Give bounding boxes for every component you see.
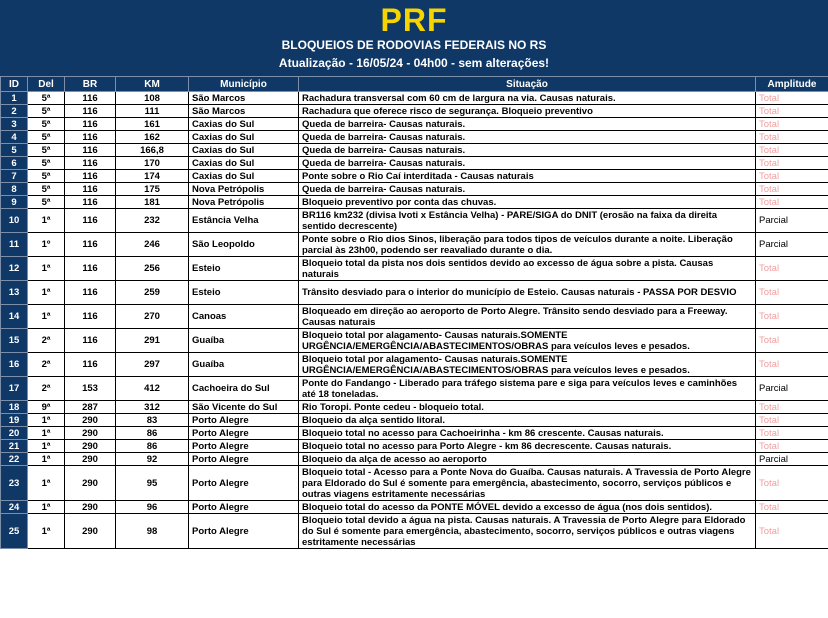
cell-km: 98	[116, 514, 189, 549]
cell-amplitude: Total	[756, 196, 828, 209]
cell-del: 5ª	[28, 157, 65, 170]
col-header-amplitude: Amplitude	[756, 77, 828, 92]
cell-del: 5ª	[28, 144, 65, 157]
table-row	[1, 281, 828, 305]
table-row	[1, 118, 828, 131]
cell-id: 1	[1, 92, 28, 105]
cell-municipio: Caxias do Sul	[189, 144, 299, 157]
cell-del: 5ª	[28, 105, 65, 118]
cell-del: 2ª	[28, 353, 65, 377]
cell-amplitude: Total	[756, 257, 828, 281]
cell-situacao: Rachadura que oferece risco de segurança. Bloqueio preventivo	[299, 105, 756, 118]
cell-km: 161	[116, 118, 189, 131]
cell-situacao: Bloqueio total por alagamento- Causas naturais.SOMENTE URGÊNCIA/EMERGÊNCIA/ABASTECIMENTOS/OBRAS para veículos leves e pesados.	[299, 329, 756, 353]
cell-situacao: Bloqueio total devido a água na pista. Causas naturais. A Travessia de Porto Alegre para Eldorado do Sul é somente para emergência, abastecimento, socorro, serviços públicos e outras viagens estritamente necessárias	[299, 514, 756, 549]
cell-situacao: Queda de barreira- Causas naturais.	[299, 144, 756, 157]
cell-del: 5ª	[28, 92, 65, 105]
col-header-municipio: Município	[189, 77, 299, 92]
cell-amplitude: Total	[756, 501, 828, 514]
cell-id: 19	[1, 414, 28, 427]
cell-situacao: Bloqueio preventivo por conta das chuvas.	[299, 196, 756, 209]
cell-municipio: Porto Alegre	[189, 453, 299, 466]
cell-id: 25	[1, 514, 28, 549]
cell-br: 290	[65, 427, 116, 440]
cell-amplitude: Total	[756, 401, 828, 414]
cell-id: 6	[1, 157, 28, 170]
cell-municipio: Guaíba	[189, 329, 299, 353]
cell-km: 270	[116, 305, 189, 329]
table-row	[1, 233, 828, 257]
cell-situacao: Ponte do Fandango - Liberado para tráfego sistema pare e siga para veículos leves e caminhões até 18 toneladas.	[299, 377, 756, 401]
cell-situacao: Bloqueio total no acesso para Porto Alegre - km 86 decrescente. Causas naturais.	[299, 440, 756, 453]
cell-amplitude: Total	[756, 118, 828, 131]
cell-situacao: Rachadura transversal com 60 cm de largura na via. Causas naturais.	[299, 92, 756, 105]
cell-br: 116	[65, 157, 116, 170]
cell-amplitude: Total	[756, 427, 828, 440]
cell-br: 116	[65, 118, 116, 131]
cell-del: 5ª	[28, 131, 65, 144]
cell-id: 5	[1, 144, 28, 157]
cell-situacao: Queda de barreira- Causas naturais.	[299, 157, 756, 170]
cell-del: 1ª	[28, 414, 65, 427]
cell-municipio: São Marcos	[189, 92, 299, 105]
cell-km: 96	[116, 501, 189, 514]
cell-amplitude: Total	[756, 105, 828, 118]
cell-km: 108	[116, 92, 189, 105]
cell-br: 287	[65, 401, 116, 414]
cell-km: 174	[116, 170, 189, 183]
cell-amplitude: Total	[756, 92, 828, 105]
cell-km: 259	[116, 281, 189, 305]
col-header-br: BR	[65, 77, 116, 92]
page-header	[0, 0, 828, 76]
table-row	[1, 466, 828, 501]
cell-del: 5ª	[28, 118, 65, 131]
cell-id: 20	[1, 427, 28, 440]
cell-br: 116	[65, 353, 116, 377]
cell-situacao: Ponte sobre o Rio dios Sinos, liberação para todos tipos de veículos durante a noite. Liberação parcial às 23h00, podendo ser reavaliado durante o dia.	[299, 233, 756, 257]
cell-km: 111	[116, 105, 189, 118]
cell-municipio: Nova Petrópolis	[189, 183, 299, 196]
cell-km: 162	[116, 131, 189, 144]
cell-del: 1ª	[28, 209, 65, 233]
cell-municipio: Porto Alegre	[189, 514, 299, 549]
cell-situacao: Bloqueio total da pista nos dois sentidos devido ao excesso de água sobre a pista. Causas naturais	[299, 257, 756, 281]
cell-del: 5ª	[28, 170, 65, 183]
cell-municipio: São Marcos	[189, 105, 299, 118]
col-header-id: ID	[1, 77, 28, 92]
table-row	[1, 131, 828, 144]
cell-situacao: Rio Toropi. Ponte cedeu - bloqueio total.	[299, 401, 756, 414]
cell-id: 7	[1, 170, 28, 183]
table-row	[1, 183, 828, 196]
cell-amplitude: Total	[756, 183, 828, 196]
cell-amplitude: Parcial	[756, 209, 828, 233]
prf-logo: PRF	[380, 2, 448, 38]
cell-del: 5ª	[28, 183, 65, 196]
cell-amplitude: Total	[756, 353, 828, 377]
cell-km: 170	[116, 157, 189, 170]
cell-id: 4	[1, 131, 28, 144]
cell-br: 153	[65, 377, 116, 401]
cell-amplitude: Total	[756, 305, 828, 329]
table-row	[1, 209, 828, 233]
cell-br: 290	[65, 414, 116, 427]
table-row	[1, 170, 828, 183]
table-row	[1, 257, 828, 281]
cell-municipio: São Vicente do Sul	[189, 401, 299, 414]
cell-br: 116	[65, 329, 116, 353]
cell-id: 11	[1, 233, 28, 257]
cell-id: 18	[1, 401, 28, 414]
cell-del: 1ª	[28, 305, 65, 329]
cell-municipio: Porto Alegre	[189, 440, 299, 453]
cell-br: 116	[65, 131, 116, 144]
cell-id: 15	[1, 329, 28, 353]
table-row	[1, 196, 828, 209]
cell-br: 290	[65, 514, 116, 549]
cell-municipio: Canoas	[189, 305, 299, 329]
table-row	[1, 377, 828, 401]
cell-km: 232	[116, 209, 189, 233]
table-row	[1, 514, 828, 549]
cell-situacao: Bloqueio total no acesso para Cachoeirinha - km 86 crescente. Causas naturais.	[299, 427, 756, 440]
update-status: Atualização - 16/05/24 - 04h00 - sem alterações!	[278, 56, 550, 70]
cell-del: 1ª	[28, 257, 65, 281]
cell-km: 297	[116, 353, 189, 377]
cell-id: 2	[1, 105, 28, 118]
cell-del: 1ª	[28, 453, 65, 466]
cell-municipio: Cachoeira do Sul	[189, 377, 299, 401]
cell-id: 24	[1, 501, 28, 514]
cell-del: 1ª	[28, 281, 65, 305]
cell-km: 312	[116, 401, 189, 414]
cell-municipio: Guaíba	[189, 353, 299, 377]
cell-municipio: Porto Alegre	[189, 501, 299, 514]
cell-situacao: Bloqueio total do acesso da PONTE MÓVEL devido a excesso de água (nos dois sentidos).	[299, 501, 756, 514]
cell-del: 1ª	[28, 440, 65, 453]
col-header-del: Del	[28, 77, 65, 92]
cell-del: 1ª	[28, 514, 65, 549]
cell-del: 2ª	[28, 377, 65, 401]
table-row	[1, 401, 828, 414]
cell-id: 9	[1, 196, 28, 209]
cell-id: 23	[1, 466, 28, 501]
cell-del: 9ª	[28, 401, 65, 414]
cell-br: 116	[65, 196, 116, 209]
table-row	[1, 329, 828, 353]
col-header-km: KM	[116, 77, 189, 92]
cell-municipio: Porto Alegre	[189, 427, 299, 440]
cell-situacao: Bloqueio da alça de acesso ao aeroporto	[299, 453, 756, 466]
table-row	[1, 501, 828, 514]
col-header-situacao: Situação	[299, 77, 756, 92]
cell-km: 181	[116, 196, 189, 209]
cell-id: 22	[1, 453, 28, 466]
cell-br: 290	[65, 501, 116, 514]
cell-situacao: Bloqueio total - Acesso para a Ponte Nova do Guaíba. Causas naturais. A Travessia de Porto Alegre para Eldorado do Sul é somente para emergência, abastecimento, socorro, serviços públicos e outras viagens estritamente necessárias	[299, 466, 756, 501]
cell-id: 8	[1, 183, 28, 196]
cell-br: 290	[65, 453, 116, 466]
cell-km: 86	[116, 427, 189, 440]
cell-del: 2ª	[28, 329, 65, 353]
table-row	[1, 440, 828, 453]
cell-km: 246	[116, 233, 189, 257]
table-row	[1, 144, 828, 157]
cell-br: 290	[65, 466, 116, 501]
cell-amplitude: Total	[756, 414, 828, 427]
cell-amplitude: Total	[756, 514, 828, 549]
cell-municipio: Nova Petrópolis	[189, 196, 299, 209]
table-body	[1, 92, 828, 549]
table-row	[1, 92, 828, 105]
cell-id: 13	[1, 281, 28, 305]
table-row	[1, 105, 828, 118]
cell-id: 14	[1, 305, 28, 329]
cell-br: 116	[65, 183, 116, 196]
cell-br: 116	[65, 305, 116, 329]
cell-amplitude: Parcial	[756, 453, 828, 466]
cell-municipio: Caxias do Sul	[189, 157, 299, 170]
cell-situacao: Bloqueio total por alagamento- Causas naturais.SOMENTE URGÊNCIA/EMERGÊNCIA/ABASTECIMENTOS/OBRAS para veículos leves e pesados.	[299, 353, 756, 377]
cell-br: 116	[65, 209, 116, 233]
cell-amplitude: Parcial	[756, 377, 828, 401]
table-row	[1, 157, 828, 170]
cell-id: 12	[1, 257, 28, 281]
cell-situacao: Queda de barreira- Causas naturais.	[299, 183, 756, 196]
cell-del: 1ª	[28, 427, 65, 440]
cell-municipio: Caxias do Sul	[189, 170, 299, 183]
cell-municipio: Caxias do Sul	[189, 131, 299, 144]
table-row	[1, 353, 828, 377]
page-title: BLOQUEIOS DE RODOVIAS FEDERAIS NO RS	[281, 38, 547, 52]
table-row	[1, 414, 828, 427]
cell-amplitude: Total	[756, 144, 828, 157]
cell-situacao: BR116 km232 (divisa Ivoti x Estância Velha) - PARE/SIGA do DNIT (erosão na faixa da direita sentido decrescente)	[299, 209, 756, 233]
cell-km: 175	[116, 183, 189, 196]
cell-del: 1ª	[28, 466, 65, 501]
cell-del: 5ª	[28, 196, 65, 209]
cell-br: 116	[65, 233, 116, 257]
cell-id: 16	[1, 353, 28, 377]
cell-situacao: Ponte sobre o Rio Caí interditada - Causas naturais	[299, 170, 756, 183]
cell-km: 291	[116, 329, 189, 353]
cell-situacao: Trânsito desviado para o interior do município de Esteio. Causas naturais - PASSA POR DESVIO	[299, 281, 756, 305]
cell-del: 1ª	[28, 501, 65, 514]
cell-id: 3	[1, 118, 28, 131]
cell-id: 17	[1, 377, 28, 401]
cell-amplitude: Total	[756, 131, 828, 144]
cell-municipio: Estância Velha	[189, 209, 299, 233]
cell-amplitude: Total	[756, 170, 828, 183]
cell-amplitude: Total	[756, 157, 828, 170]
cell-br: 116	[65, 257, 116, 281]
cell-municipio: Caxias do Sul	[189, 118, 299, 131]
cell-br: 116	[65, 92, 116, 105]
cell-br: 116	[65, 281, 116, 305]
table-row	[1, 453, 828, 466]
table-header-row	[1, 77, 828, 92]
cell-situacao: Bloqueado em direção ao aeroporto de Porto Alegre. Trânsito sendo desviado para a Freeway. Causas naturais	[299, 305, 756, 329]
cell-id: 21	[1, 440, 28, 453]
cell-amplitude: Parcial	[756, 233, 828, 257]
cell-km: 92	[116, 453, 189, 466]
cell-amplitude: Total	[756, 329, 828, 353]
cell-municipio: Esteio	[189, 281, 299, 305]
cell-municipio: São Leopoldo	[189, 233, 299, 257]
cell-km: 86	[116, 440, 189, 453]
cell-amplitude: Total	[756, 440, 828, 453]
cell-km: 83	[116, 414, 189, 427]
cell-amplitude: Total	[756, 466, 828, 501]
cell-km: 256	[116, 257, 189, 281]
cell-br: 116	[65, 105, 116, 118]
cell-br: 116	[65, 170, 116, 183]
cell-municipio: Porto Alegre	[189, 414, 299, 427]
table-row	[1, 305, 828, 329]
cell-situacao: Queda de barreira- Causas naturais.	[299, 118, 756, 131]
cell-situacao: Bloqueio da alça sentido litoral.	[299, 414, 756, 427]
cell-km: 166,8	[116, 144, 189, 157]
cell-del: 1º	[28, 233, 65, 257]
blockages-table	[0, 76, 828, 549]
cell-km: 412	[116, 377, 189, 401]
cell-br: 290	[65, 440, 116, 453]
cell-situacao: Queda de barreira- Causas naturais.	[299, 131, 756, 144]
cell-br: 116	[65, 144, 116, 157]
cell-id: 10	[1, 209, 28, 233]
cell-municipio: Esteio	[189, 257, 299, 281]
cell-amplitude: Total	[756, 281, 828, 305]
cell-municipio: Porto Alegre	[189, 466, 299, 501]
table-row	[1, 427, 828, 440]
cell-km: 95	[116, 466, 189, 501]
